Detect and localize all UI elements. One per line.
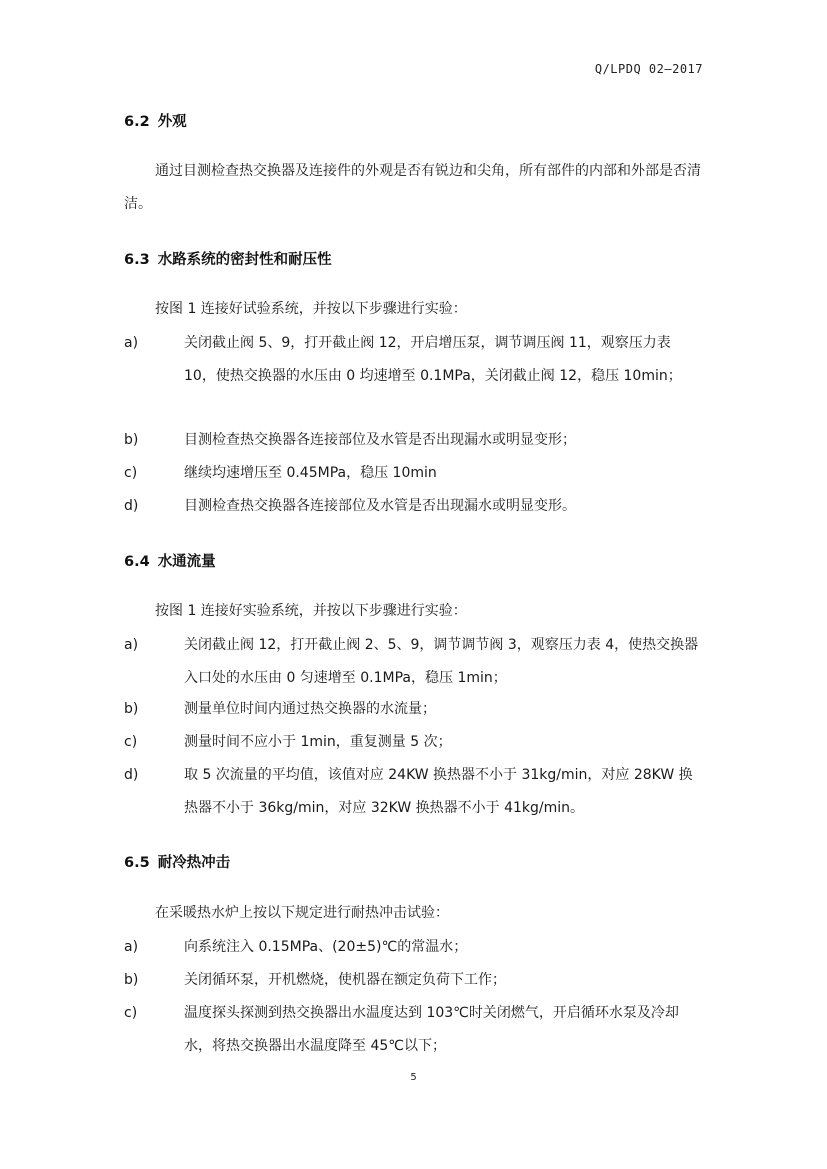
list-item	[124, 693, 704, 726]
list-item	[124, 490, 704, 523]
list-marker: a)	[124, 637, 139, 653]
page-number: 5	[410, 1072, 417, 1083]
list-item-text: 目测检查热交换器各连接部位及水管是否出现漏水或明显变形；	[184, 432, 576, 448]
list-marker: b)	[124, 972, 139, 988]
list-item	[124, 424, 704, 457]
section-heading-6-3	[124, 248, 332, 269]
section-number: 6.3	[124, 252, 150, 268]
section-title: 耐冷热冲击	[157, 855, 231, 871]
list-marker: a)	[124, 939, 139, 955]
list-item	[124, 629, 704, 695]
list-marker: a)	[124, 335, 139, 351]
list-item	[124, 457, 704, 490]
list-item	[124, 997, 704, 1063]
section-intro: 按图 1 连接好试验系统，并按以下步骤进行实验：	[155, 301, 467, 317]
section-number: 6.4	[124, 554, 150, 570]
list-item-text: 温度探头探测到热交换器出水温度达到 103℃时关闭燃气，开启循环水泵及冷却水，将热交换器出水温度降至 45℃以下；	[184, 1005, 679, 1054]
list-item-text: 关闭截止阀 5、9，打开截止阀 12，开启增压泵，调节调压阀 11，观察压力表 10，使热交换器的水压由 0 均速增至 0.1MPa，关闭截止阀 12，稳压 10min；	[184, 335, 682, 384]
section-title: 水路系统的密封性和耐压性	[157, 252, 332, 268]
list-item-text: 测量时间不应小于 1min，重复测量 5 次；	[184, 734, 452, 750]
section-number: 6.5	[124, 855, 150, 871]
list-item-text: 关闭截止阀 12，打开截止阀 2、5、9，调节调节阀 3，观察压力表 4，使热交换器入口处的水压由 0 匀速增至 0.1MPa，稳压 1min；	[184, 637, 699, 686]
section-title: 水通流量	[157, 554, 216, 570]
section-intro: 在采暖热水炉上按以下规定进行耐热冲击试验：	[155, 905, 449, 921]
section-title: 外观	[157, 114, 187, 130]
list-marker: d)	[124, 767, 139, 783]
list-item-text: 目测检查热交换器各连接部位及水管是否出现漏水或明显变形。	[184, 498, 576, 514]
list-item	[124, 726, 704, 759]
list-marker: d)	[124, 498, 139, 514]
list-item	[124, 931, 704, 964]
section-heading-6-2	[124, 110, 187, 131]
list-item-text: 取 5 次流量的平均值，该值对应 24KW 换热器不小于 31kg/min，对应 28KW 换热器不小于 36kg/min，对应 32KW 换热器不小于 41kg/min。	[184, 767, 693, 816]
section-intro: 按图 1 连接好实验系统，并按以下步骤进行实验：	[155, 603, 467, 619]
section-heading-6-5	[124, 851, 230, 872]
list-marker: c)	[124, 1005, 138, 1021]
list-item-text: 测量单位时间内通过热交换器的水流量；	[184, 701, 436, 717]
list-item-text: 继续均速增压至 0.45MPa，稳压 10min	[184, 465, 437, 481]
list-marker: b)	[124, 701, 139, 717]
list-item-text: 向系统注入 0.15MPa、(20±5)℃的常温水；	[184, 939, 468, 955]
list-marker: c)	[124, 734, 138, 750]
list-item-text: 关闭循环泵，开机燃烧，使机器在额定负荷下工作；	[184, 972, 506, 988]
list-item	[124, 327, 704, 393]
list-item	[124, 759, 704, 825]
section-paragraph: 通过目测检查热交换器及连接件的外观是否有锐边和尖角，所有部件的内部和外部是否清洁。	[124, 163, 701, 212]
list-item	[124, 964, 704, 997]
section-heading-6-4	[124, 550, 216, 571]
section-number: 6.2	[124, 114, 150, 130]
document-code: Q/LPDQ 02—2017	[594, 62, 703, 76]
list-marker: c)	[124, 465, 138, 481]
list-marker: b)	[124, 432, 139, 448]
